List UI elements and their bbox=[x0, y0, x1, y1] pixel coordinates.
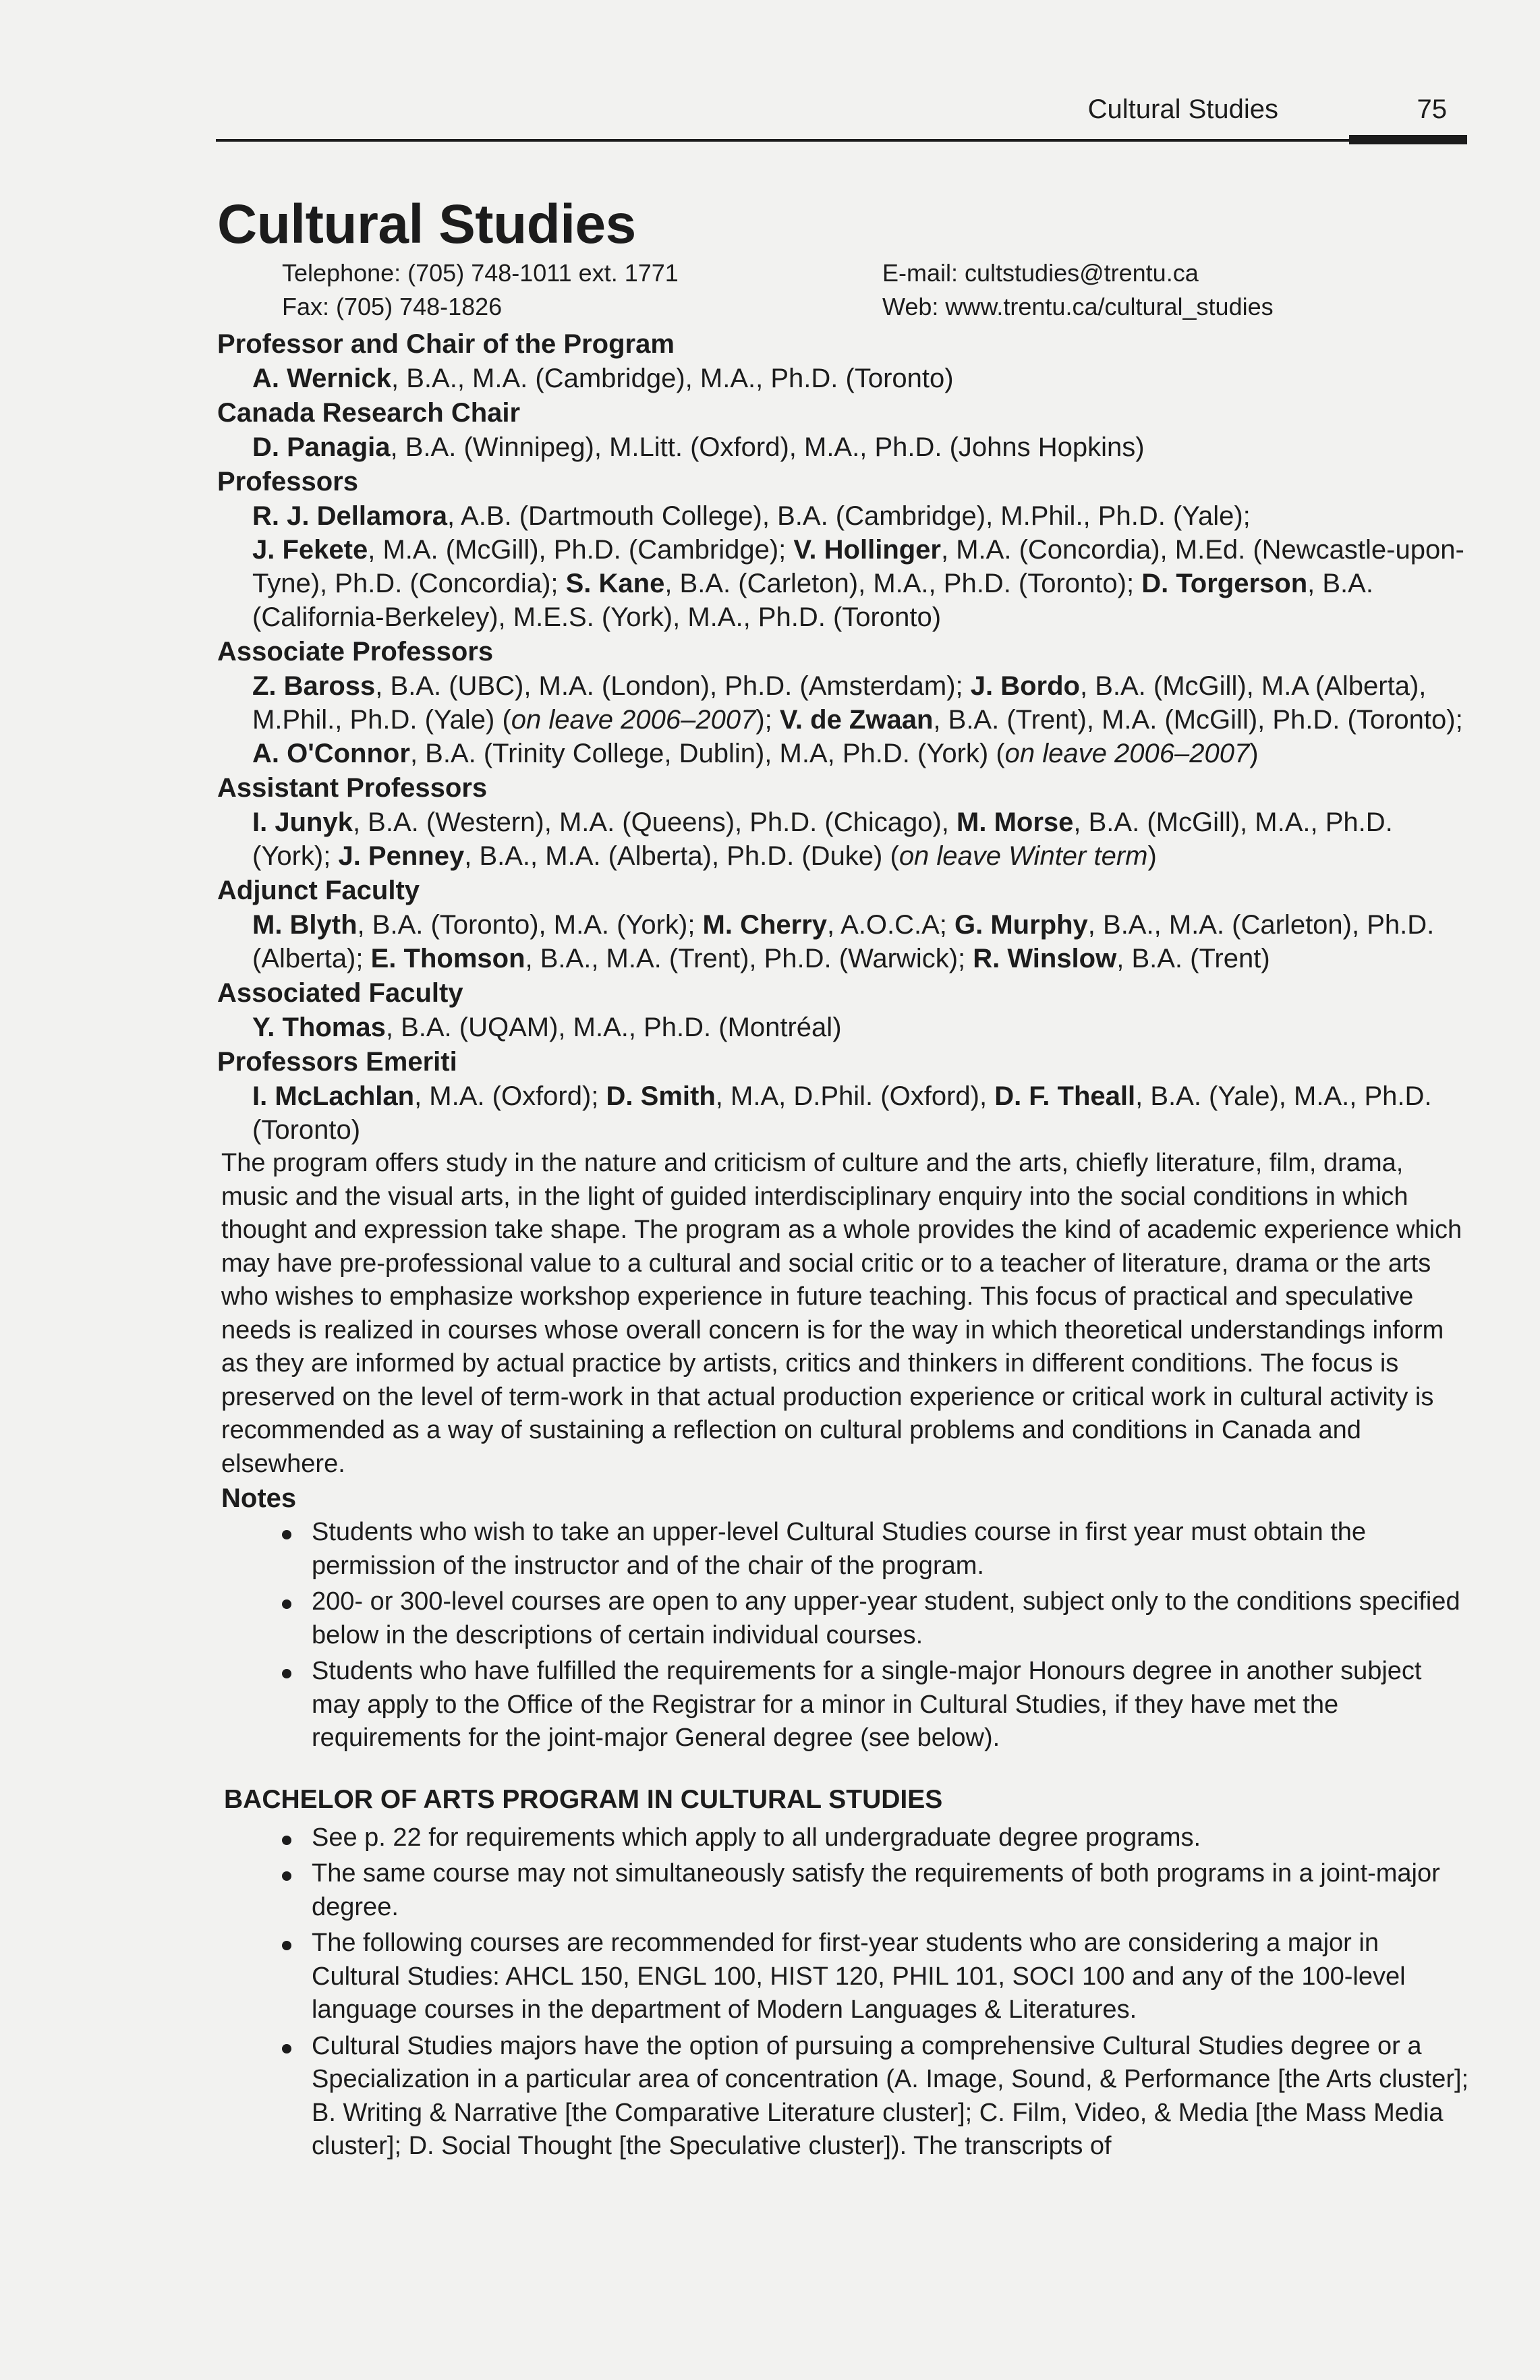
list-item: Students who wish to take an upper-level Cultural Studies course in first year must obtain the permission of the instructor and of the chair of the program. bbox=[278, 1516, 1472, 1583]
contact-phone-fax bbox=[282, 256, 679, 324]
emeriti-heading: Professors Emeriti bbox=[217, 1047, 457, 1077]
associated-heading: Associated Faculty bbox=[217, 978, 463, 1009]
faculty-name: M. Blyth bbox=[252, 910, 358, 940]
page-number: 75 bbox=[1417, 94, 1447, 124]
faculty-name: M. Cherry bbox=[702, 910, 828, 940]
faculty-name: I. McLachlan bbox=[252, 1081, 415, 1112]
punctuation: ) bbox=[1249, 739, 1259, 769]
faculty-name: J. Penney bbox=[338, 841, 465, 872]
faculty-credentials: , B.A., M.A. (Trent), Ph.D. (Warwick); bbox=[525, 944, 973, 974]
assistant-entry bbox=[252, 805, 1472, 873]
faculty-name: A. O'Connor bbox=[252, 739, 410, 769]
header-rule-accent bbox=[1349, 135, 1467, 144]
faculty-name: D. F. Theall bbox=[994, 1081, 1136, 1112]
faculty-name: E. Thomson bbox=[370, 944, 525, 974]
faculty-name: D. Panagia bbox=[252, 432, 391, 463]
faculty-credentials: , M.A. (McGill), Ph.D. (Cambridge); bbox=[368, 535, 794, 565]
notes-list bbox=[278, 1516, 1472, 1755]
faculty-credentials: , B.A. (Western), M.A. (Queens), Ph.D. (Chicago), bbox=[352, 808, 957, 838]
faculty-credentials: , B.A. (Carleton), M.A., Ph.D. (Toronto); bbox=[664, 569, 1142, 599]
faculty-credentials: , B.A. (McGill), M.A (Alberta), M.Phil., Ph.D. (Yale) ( bbox=[252, 671, 1427, 735]
notes-heading: Notes bbox=[221, 1483, 297, 1514]
faculty-name: D. Smith bbox=[606, 1081, 716, 1112]
list-item: See p. 22 for requirements which apply to all undergraduate degree programs. bbox=[278, 1821, 1472, 1855]
faculty-name: J. Bordo bbox=[970, 671, 1080, 702]
page-title: Cultural Studies bbox=[217, 194, 636, 255]
faculty-credentials: , B.A. (UBC), M.A. (London), Ph.D. (Amsterdam); bbox=[375, 671, 971, 702]
ba-requirements-list bbox=[278, 1821, 1472, 2163]
faculty-credentials: , B.A. (UQAM), M.A., Ph.D. (Montréal) bbox=[385, 1013, 842, 1043]
faculty-credentials: , A.B. (Dartmouth College), B.A. (Cambridge), M.Phil., Ph.D. (Yale); bbox=[447, 501, 1251, 532]
faculty-credentials: , B.A. (Yale), M.A., Ph.D. (Toronto) bbox=[252, 1081, 1432, 1145]
faculty-credentials: , M.A. (Concordia), M.Ed. (Newcastle-upon-Tyne), Ph.D. (Concordia); bbox=[252, 535, 1464, 599]
faculty-credentials: , A.O.C.A; bbox=[827, 910, 954, 940]
faculty-name: G. Murphy bbox=[954, 910, 1088, 940]
chair-entry bbox=[252, 362, 1472, 395]
faculty-name: I. Junyk bbox=[252, 808, 353, 838]
faculty-credentials: , B.A. (Trent) bbox=[1116, 944, 1270, 974]
faculty-credentials: , B.A., M.A. (Cambridge), M.A., Ph.D. (Toronto) bbox=[391, 364, 954, 394]
contact-block bbox=[282, 256, 1472, 327]
faculty-name: R. J. Dellamora bbox=[252, 501, 448, 532]
leave-note: on leave Winter term bbox=[899, 841, 1148, 872]
faculty-name: R. Winslow bbox=[973, 944, 1117, 974]
faculty-name: Y. Thomas bbox=[252, 1013, 386, 1043]
main-content bbox=[217, 196, 1472, 2166]
faculty-credentials: , M.A. (Oxford); bbox=[414, 1081, 606, 1112]
faculty-name: M. Morse bbox=[957, 808, 1074, 838]
professors-entry bbox=[252, 499, 1472, 634]
adjunct-heading: Adjunct Faculty bbox=[217, 876, 420, 906]
faculty-credentials: , B.A. (Trent), M.A. (McGill), Ph.D. (Toronto); bbox=[933, 705, 1463, 735]
faculty-name: Z. Baross bbox=[252, 671, 376, 702]
faculty-name: D. Torgerson bbox=[1141, 569, 1308, 599]
assistant-heading: Assistant Professors bbox=[217, 773, 488, 803]
professors-heading: Professors bbox=[217, 467, 358, 497]
list-item: 200- or 300-level courses are open to any upper-year student, subject only to the conditions specified below in the descriptions of certain individual courses. bbox=[278, 1585, 1472, 1652]
faculty-credentials: , B.A. (Toronto), M.A. (York); bbox=[357, 910, 703, 940]
associate-heading: Associate Professors bbox=[217, 637, 494, 667]
faculty-credentials: , B.A. (California-Berkeley), M.E.S. (York), M.A., Ph.D. (Toronto) bbox=[252, 569, 1373, 633]
list-item: Cultural Studies majors have the option of pursuing a comprehensive Cultural Studies degree or a Specialization in a particular area of concentration (A. Image, Sound, & Performance [the Arts cluster]; B. Writing & Narrative [the Comparative Literature cluster]; C. Film, Video, & Media [the Mass Media cluster]; D. Social Thought [the Speculative cluster]). The transcripts of bbox=[278, 2030, 1472, 2163]
contact-email-web bbox=[882, 256, 1274, 324]
faculty-name: S. Kane bbox=[565, 569, 665, 599]
punctuation: ); bbox=[755, 705, 780, 735]
chair-heading: Professor and Chair of the Program bbox=[217, 329, 675, 360]
crc-heading: Canada Research Chair bbox=[217, 398, 521, 428]
website: Web: www.trentu.ca/cultural_studies bbox=[882, 293, 1274, 321]
faculty-name: J. Fekete bbox=[252, 535, 368, 565]
leave-note: on leave 2006–2007 bbox=[1004, 739, 1250, 769]
running-header bbox=[216, 94, 1467, 142]
emeriti-entry bbox=[252, 1079, 1472, 1147]
list-item: The following courses are recommended for first-year students who are considering a major in Cultural Studies: AHCL 150, ENGL 100, HIST 120, PHIL 101, SOCI 100 and any of the 100-level language courses in the department of Modern Languages & Literatures. bbox=[278, 1927, 1472, 2027]
list-item: The same course may not simultaneously satisfy the requirements of both programs in a joint-major degree. bbox=[278, 1857, 1472, 1924]
header-rule bbox=[216, 139, 1467, 142]
faculty-credentials: , M.A, D.Phil. (Oxford), bbox=[715, 1081, 995, 1112]
program-intro: The program offers study in the nature and criticism of culture and the arts, chiefly literature, film, drama, music and the visual arts, in the light of guided interdisciplinary enquiry into the social conditions in which thought and expression take shape. The program as a whole provides the kind of academic experience which may have pre-professional value to a cultural and social critic or to a teacher of literature, drama or the arts who wishes to emphasize workshop experience in future teaching. This focus of practical and speculative needs is realized in courses whose overall concern is for the way in which theoretical understandings inform as they are informed by actual practice by artists, critics and thinkers in different conditions. The focus is preserved on the level of term-work in that actual production experience or critical work in cultural activity is recommended as a way of sustaining a reflection on cultural problems and conditions in Canada and elsewhere. bbox=[221, 1149, 1462, 1478]
fax: Fax: (705) 748-1826 bbox=[282, 293, 503, 321]
ba-program-heading: BACHELOR OF ARTS PROGRAM IN CULTURAL STUDIES bbox=[224, 1784, 943, 1814]
leave-note: on leave 2006–2007 bbox=[511, 705, 756, 735]
punctuation: ) bbox=[1147, 841, 1157, 872]
associate-entry bbox=[252, 669, 1472, 770]
faculty-credentials: , B.A., M.A. (Alberta), Ph.D. (Duke) ( bbox=[464, 841, 899, 872]
faculty-name: V. de Zwaan bbox=[779, 705, 934, 735]
adjunct-entry bbox=[252, 908, 1472, 975]
faculty-name: V. Hollinger bbox=[793, 535, 941, 565]
telephone: Telephone: (705) 748-1011 ext. 1771 bbox=[282, 259, 679, 287]
list-item: Students who have fulfilled the requirements for a single-major Honours degree in another subject may apply to the Office of the Registrar for a minor in Cultural Studies, if they have met the requirements for the joint-major General degree (see below). bbox=[278, 1655, 1472, 1755]
faculty-credentials: , B.A. (Trinity College, Dublin), M.A, Ph.D. (York) ( bbox=[409, 739, 1005, 769]
running-header-section: Cultural Studies bbox=[1087, 94, 1278, 124]
faculty-credentials: , B.A. (Winnipeg), M.Litt. (Oxford), M.A., Ph.D. (Johns Hopkins) bbox=[390, 432, 1145, 463]
faculty-name: A. Wernick bbox=[252, 364, 391, 394]
faculty-credentials: , B.A. (McGill), M.A., Ph.D. (York); bbox=[252, 808, 1393, 872]
crc-entry bbox=[252, 430, 1472, 464]
faculty-credentials: , B.A., M.A. (Carleton), Ph.D. (Alberta); bbox=[252, 910, 1435, 974]
associated-entry bbox=[252, 1011, 1472, 1044]
email: E-mail: cultstudies@trentu.ca bbox=[882, 259, 1199, 287]
faculty-list bbox=[217, 327, 1472, 1147]
